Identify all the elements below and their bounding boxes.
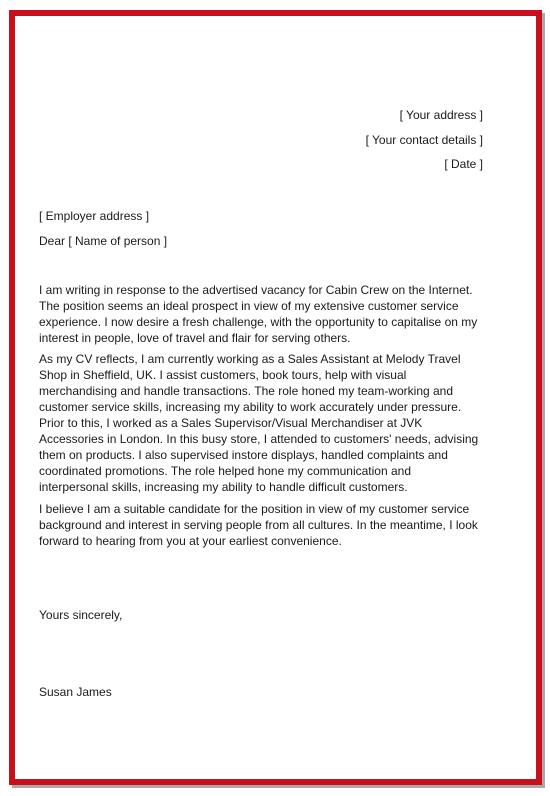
paragraph-intro: I am writing in response to the advertised vacancy for Cabin Crew on the Internet. The position seems an ideal prospect in view of my extensive customer service experience. I now desire a fresh challenge, with the opportunity to capitalise on my interest in people, love of travel and flair for serving others. [39, 283, 478, 345]
salutation: Dear [ Name of person ] [39, 234, 168, 248]
paragraph-closing: I believe I am a suitable candidate for the position in view of my customer service background and interest in serving people from all cultures. In the meantime, I look forward to hearing from you at your earliest convenience. [39, 502, 478, 548]
paragraph-experience: As my CV reflects, I am currently working as a Sales Assistant at Melody Travel Shop in Sheffield, UK. I assist customers, book tours, help with visual merchandising and handle transactions. The role honed my team-working and customer service skills, increasing my ability to work accurately under pressure. Prior to this, I worked as a Sales Supervisor/Visual Merchandiser at JVK Accessories in London. In this busy store, I attended to customers' needs, advising them on products. I also supervised instore displays, handled complaints and coordinated promotions. The role helped hone my communication and interpersonal skills, increasing my ability to handle difficult customers. [39, 352, 479, 494]
signature-name: Susan James [39, 685, 112, 699]
employer-address: [ Employer address ] [39, 209, 150, 223]
sender-address: [ Your address ] [399, 108, 483, 122]
closing-phrase: Yours sincerely, [39, 608, 123, 622]
letter-date: [ Date ] [444, 157, 483, 171]
sender-contact-details: [ Your contact details ] [365, 133, 483, 147]
